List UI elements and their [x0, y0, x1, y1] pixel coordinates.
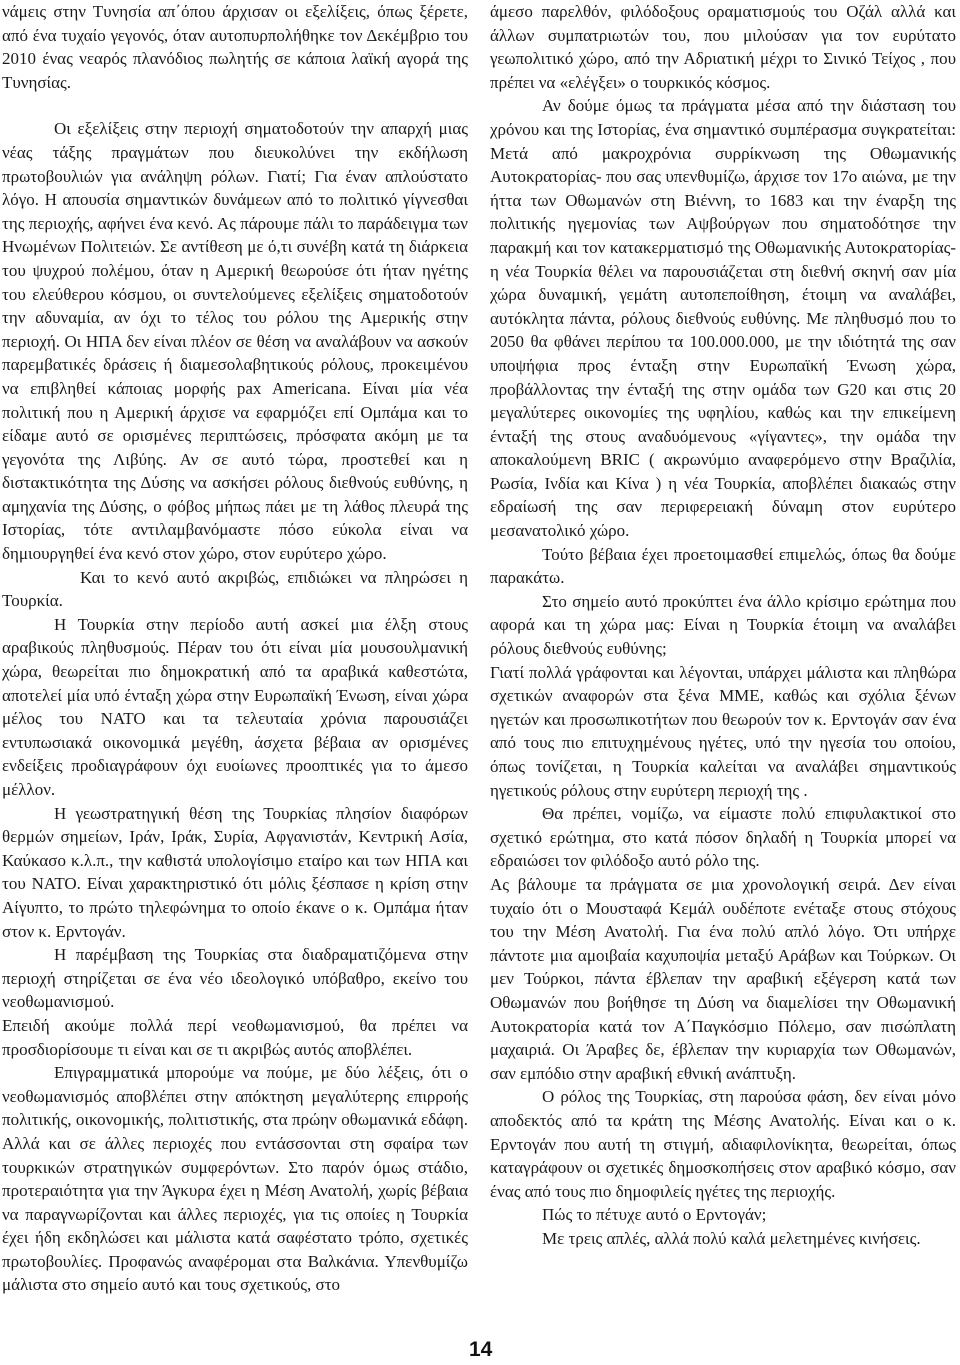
paragraph: Με τρεις απλές, αλλά πολύ καλά μελετημένες κινήσεις. — [542, 1228, 921, 1248]
paragraph: Στο σημείο αυτό προκύπτει ένα άλλο κρίσιμο ερώτημα που αφορά και τη χώρα μας: Είναι η Τουρκία έτοιμη να αναλάβει ρόλους διεθνούς ευθύνης; — [490, 591, 956, 659]
paragraph: νάμεις στην Τυνησία απ΄όπου άρχισαν οι εξελίξεις, όπως ξέρετε, από ένα τυχαίο γεγονός, όταν αυτοπυρπολήθηκε τον Δεκέμβριο του 2010 ένας νεαρός πλανόδιος πωλητής σε κάποια λαϊκή αγορά της Τυνησίας. — [2, 2, 468, 92]
paragraph: Πώς το πέτυχε αυτό ο Ερντογάν; — [542, 1205, 767, 1225]
left-column — [2, 0, 468, 1297]
paragraph: Επειδή ακούμε πολλά περί νεοθωμανισμού, θα πρέπει να προσδιορίσουμε τι είναι και σε τι ακριβώς αυτός αποβλέπει. — [2, 1015, 468, 1059]
paragraph: Οι εξελίξεις στην περιοχή σηματοδοτούν την απαρχή μιας νέας τάξης πραγμάτων που διευκολύνει την εκδήλωση πρωτοβουλιών για ανάληψη ρόλων. Γιατί; Για έναν απλούστατο λόγο. Η απουσία σημαντικών δυνάμεων από το πολιτικό γίγνεσθαι της περιοχής, αφήνει ένα κενό. Ας πάρουμε πάλι το παράδειγμα των Ηνωμένων Πολιτειών. Σε αντίθεση με ό,τι συνέβη κατά τη διάρκεια του ψυχρού πολέμου, όταν η Αμερική θεωρούσε ότι ήταν ηγέτης του ελεύθερου κόσμου, οι συντελούμενες εξελίξεις σηματοδοτούν την αδυναμία, αν όχι το τέλος του ρόλου της Αμερικής στην περιοχή. Οι ΗΠΑ δεν είναι πλέον σε θέση να αναλάβουν να ασκούν παρεμβατικές δράσεις ή διαμεσολαβητικούς ρόλους, προκειμένου να επιβληθεί κάποιας μορφής pax Americana. Είναι μία νέα πολιτική που η Αμερική άρχισε να εφαρμόζει επί Ομπάμα και το είδαμε αυτό σε ορισμένες περιπτώσεις, πρόσφατα ακόμη με τα γεγονότα της Λιβύης. Αν σε αυτό τώρα, προστεθεί και η διστακτικότητα της Δύσης να ασκήσει ρόλους διεθνούς ευθύνης, η αμηχανία της Δύσης, ο φόβος μήπως πάει με τη λάθος πλευρά της Ιστορίας, τότε αντιλαμβανόμαστε πόσο εύκολα είναι να δημιουργηθεί ένα κενό στον χώρο, στον ευρύτερο χώρο. — [2, 119, 468, 564]
paragraph: Ας βάλουμε τα πράγματα σε μια χρονολογική σειρά. Δεν είναι τυχαίο ότι ο Μουσταφά Κεμάλ ουδέποτε ενέταξε στους στόχους του την Μέση Ανατολή. Για ένα πολύ απλό λόγο. Ότι υπήρχε πάντοτε μια αμοιβαία καχυποψία μεταξύ Αράβων και Τούρκων. Οι μεν Τούρκοι, πάντα έβλεπαν την αραβική εξέγερση κατά των Οθωμανών που βοήθησε τη Δύση να διαμελίσει την Οθωμανική Αυτοκρατορία κατά τον Α΄Παγκόσμιο Πόλεμο, σαν πισώπλατη μαχαιριά. Οι Άραβες δε, έβλεπαν την κυριαρχία των Οθωμανών, σαν εμπόδιο στην αραβική εθνική ανάπτυξη. — [490, 874, 956, 1083]
paragraph: Η Τουρκία στην περίοδο αυτή ασκεί μια έλξη στους αραβικούς πληθυσμούς. Πέραν του ότι είναι μία μουσουλμανική χώρα, θεωρείται πιο δημοκρατική από τα αραβικά καθεστώτα, αποτελεί μία υπό ένταξη χώρα στην Ευρωπαϊκή Ένωση, είναι χώρα μέλος του ΝΑΤΟ και τα τελευταία χρόνια παρουσιάζει εντυπωσιακά οικονομικά μεγέθη, άσχετα βέβαια αν ορισμένες ενδείξεις προδιαγράφουν όχι ευοίωνες προοπτικές για το άμεσο μέλλον. — [2, 614, 468, 799]
paragraph: Γιατί πολλά γράφονται και λέγονται, υπάρχει μάλιστα και πληθώρα σχετικών αναφορών στα ξένα ΜΜΕ, καθώς και σχόλια ξένων ηγετών και προσωπικοτήτων που θεωρούν τον κ. Ερντογάν σαν ένα από τους πιο επιτυχημένους ηγέτες, υπό την ηγεσία του οποίου, όπως τονίζεται, η Τουρκία καλείται να αναλάβει σημαντικούς ηγετικούς ρόλους στην ευρύτερη περιοχή της . — [490, 662, 956, 800]
paragraph: Επιγραμματικά μπορούμε να πούμε, με δύο λέξεις, ότι ο νεοθωμανισμός αποβλέπει στην απόκτηση μεγαλύτερης επιρροής πολιτικής, οικονομικής, πολιτιστικής, στα πρώην οθωμανικά εδάφη. Αλλά και σε άλλες περιοχές που εντάσσονται στη σφαίρα των τουρκικών στρατηγικών συμφερόντων. Στο παρόν όμως στάδιο, προτεραιότητα για την Άγκυρα έχει η Μέση Ανατολή, χωρίς βέβαια να παραγνωρίζονται και άλλες περιοχές, για τις οποίες η Τουρκία έχει ήδη εκδηλώσει και μάλιστα κατά σαφέστατο τρόπο, σχετικές πρωτοβουλίες. Προφανώς αναφέρομαι στα Βαλκάνια. Υπενθυμίζω μάλιστα στο σημείο αυτό και τους σχετικούς, στο — [2, 1063, 468, 1295]
paragraph: Η παρέμβαση της Τουρκίας στα διαδραματιζόμενα στην περιοχή στηρίζεται σε ένα νέο ιδεολογικό υπόβαθρο, εκείνο του νεοθωμανισμού. — [2, 945, 468, 1012]
paragraph: Θα πρέπει, νομίζω, να είμαστε πολύ επιφυλακτικοί στο σχετικό ερώτημα, στο κατά πόσον δηλαδή η Τουρκία μπορεί να εδραιώσει τον φιλόδοξο αυτό ρόλο της. — [490, 804, 956, 871]
paragraph: Η γεωστρατηγική θέση της Τουρκίας πλησίον διαφόρων θερμών σημείων, Ιράν, Ιράκ, Συρία, Αφγανιστάν, Κεντρική Ασία, Καύκασο κ.λ.π., την καθιστά υπολογίσιμο εταίρο και των ΗΠΑ και του ΝΑΤΟ. Είναι χαρακτηριστικό ότι μόλις ξέσπασε η κρίση στην Αίγυπτο, το πρώτο τηλεφώνημα το οποίο έκανε ο κ. Ομπάμα ήταν στον κ. Ερντογάν. — [2, 803, 468, 941]
paragraph: Ο ρόλος της Τουρκίας, στη παρούσα φάση, δεν είναι μόνο αποδεκτός από τα κράτη της Μέσης Ανατολής. Είναι και ο κ. Ερντογάν που αυτή τη στιγμή, αδιαφιλονίκητα, θεωρείται, όπως καταγράφουν οι σχετικές δημοσκοπήσεις στον αραβικό κόσμο, σαν ένας από τους πιο δημοφιλείς ηγέτες της περιοχής. — [490, 1087, 956, 1201]
paragraph: άμεσο παρελθόν, φιλόδοξους οραματισμούς του Οζάλ αλλά και άλλων συμπατριωτών του, που μιλούσαν για τον ευρύτατο γεωπολιτικό χώρο, από την Αδριατική μέχρι το Σινικό Τείχος , που πρέπει να «ελέγξει» ο τουρκικός κόσμος. — [490, 2, 956, 92]
paragraph: Και το κενό αυτό ακριβώς, επιδιώκει να πληρώσει η Τουρκία. — [2, 567, 468, 611]
paragraph: Αν δούμε όμως τα πράγματα μέσα από την διάσταση του χρόνου και της Ιστορίας, ένα σημαντικό συμπέρασμα συγκρατείται: Μετά από μακροχρόνια συρρίκνωση της Οθωμανικής Αυτοκρατορίας- που σας υπενθυμίζω, άρχισε τον 17ο αιώνα, με την ήττα των Οθωμανών στη Βιέννη, το 1683 και την έναρξη της πολιτικής ηγεμονίας των Αψβούργων που σηματοδότησε την παρακμή και τον κατακερματισμό της Οθωμανικής Αυτοκρατορίας- η νέα Τουρκία θέλει να παρουσιάζεται στη διεθνή σκηνή σαν μία χώρα δυναμική, γεμάτη αυτοπεποίθηση, έτοιμη να αναλάβει, αυτόκλητα πάντα, ρόλους διεθνούς ευθύνης. Με πληθυσμό που το 2050 θα φθάνει περίπου τα 100.000.000, με την ιδιότητά της σαν υποψήφια προς ένταξη στην Ευρωπαϊκή Ένωση χώρα, προβάλλοντας την ένταξή της στην ομάδα των G20 και στις 20 μεγαλύτερες οικονομίες της υφηλίου, καθώς και την επικείμενη ένταξή της στους αναδυόμενους «γίγαντες», την ομάδα την αποκαλούμενη BRIC ( ακρωνύμιο αναφερόμενο στην Βραζιλία, Ρωσία, Ινδία και Κίνα ) η νέα Τουρκία, αποβλέπει διακαώς στην εδραίωσή της σαν περιφερειακή δύναμη στον ευρύτερο μεσανατολικό χώρο. — [490, 96, 956, 541]
paragraph: Τούτο βέβαια έχει προετοιμασθεί επιμελώς, όπως θα δούμε παρακάτω. — [490, 544, 956, 588]
right-column — [490, 0, 956, 1250]
page-number: 14 — [469, 1338, 493, 1361]
